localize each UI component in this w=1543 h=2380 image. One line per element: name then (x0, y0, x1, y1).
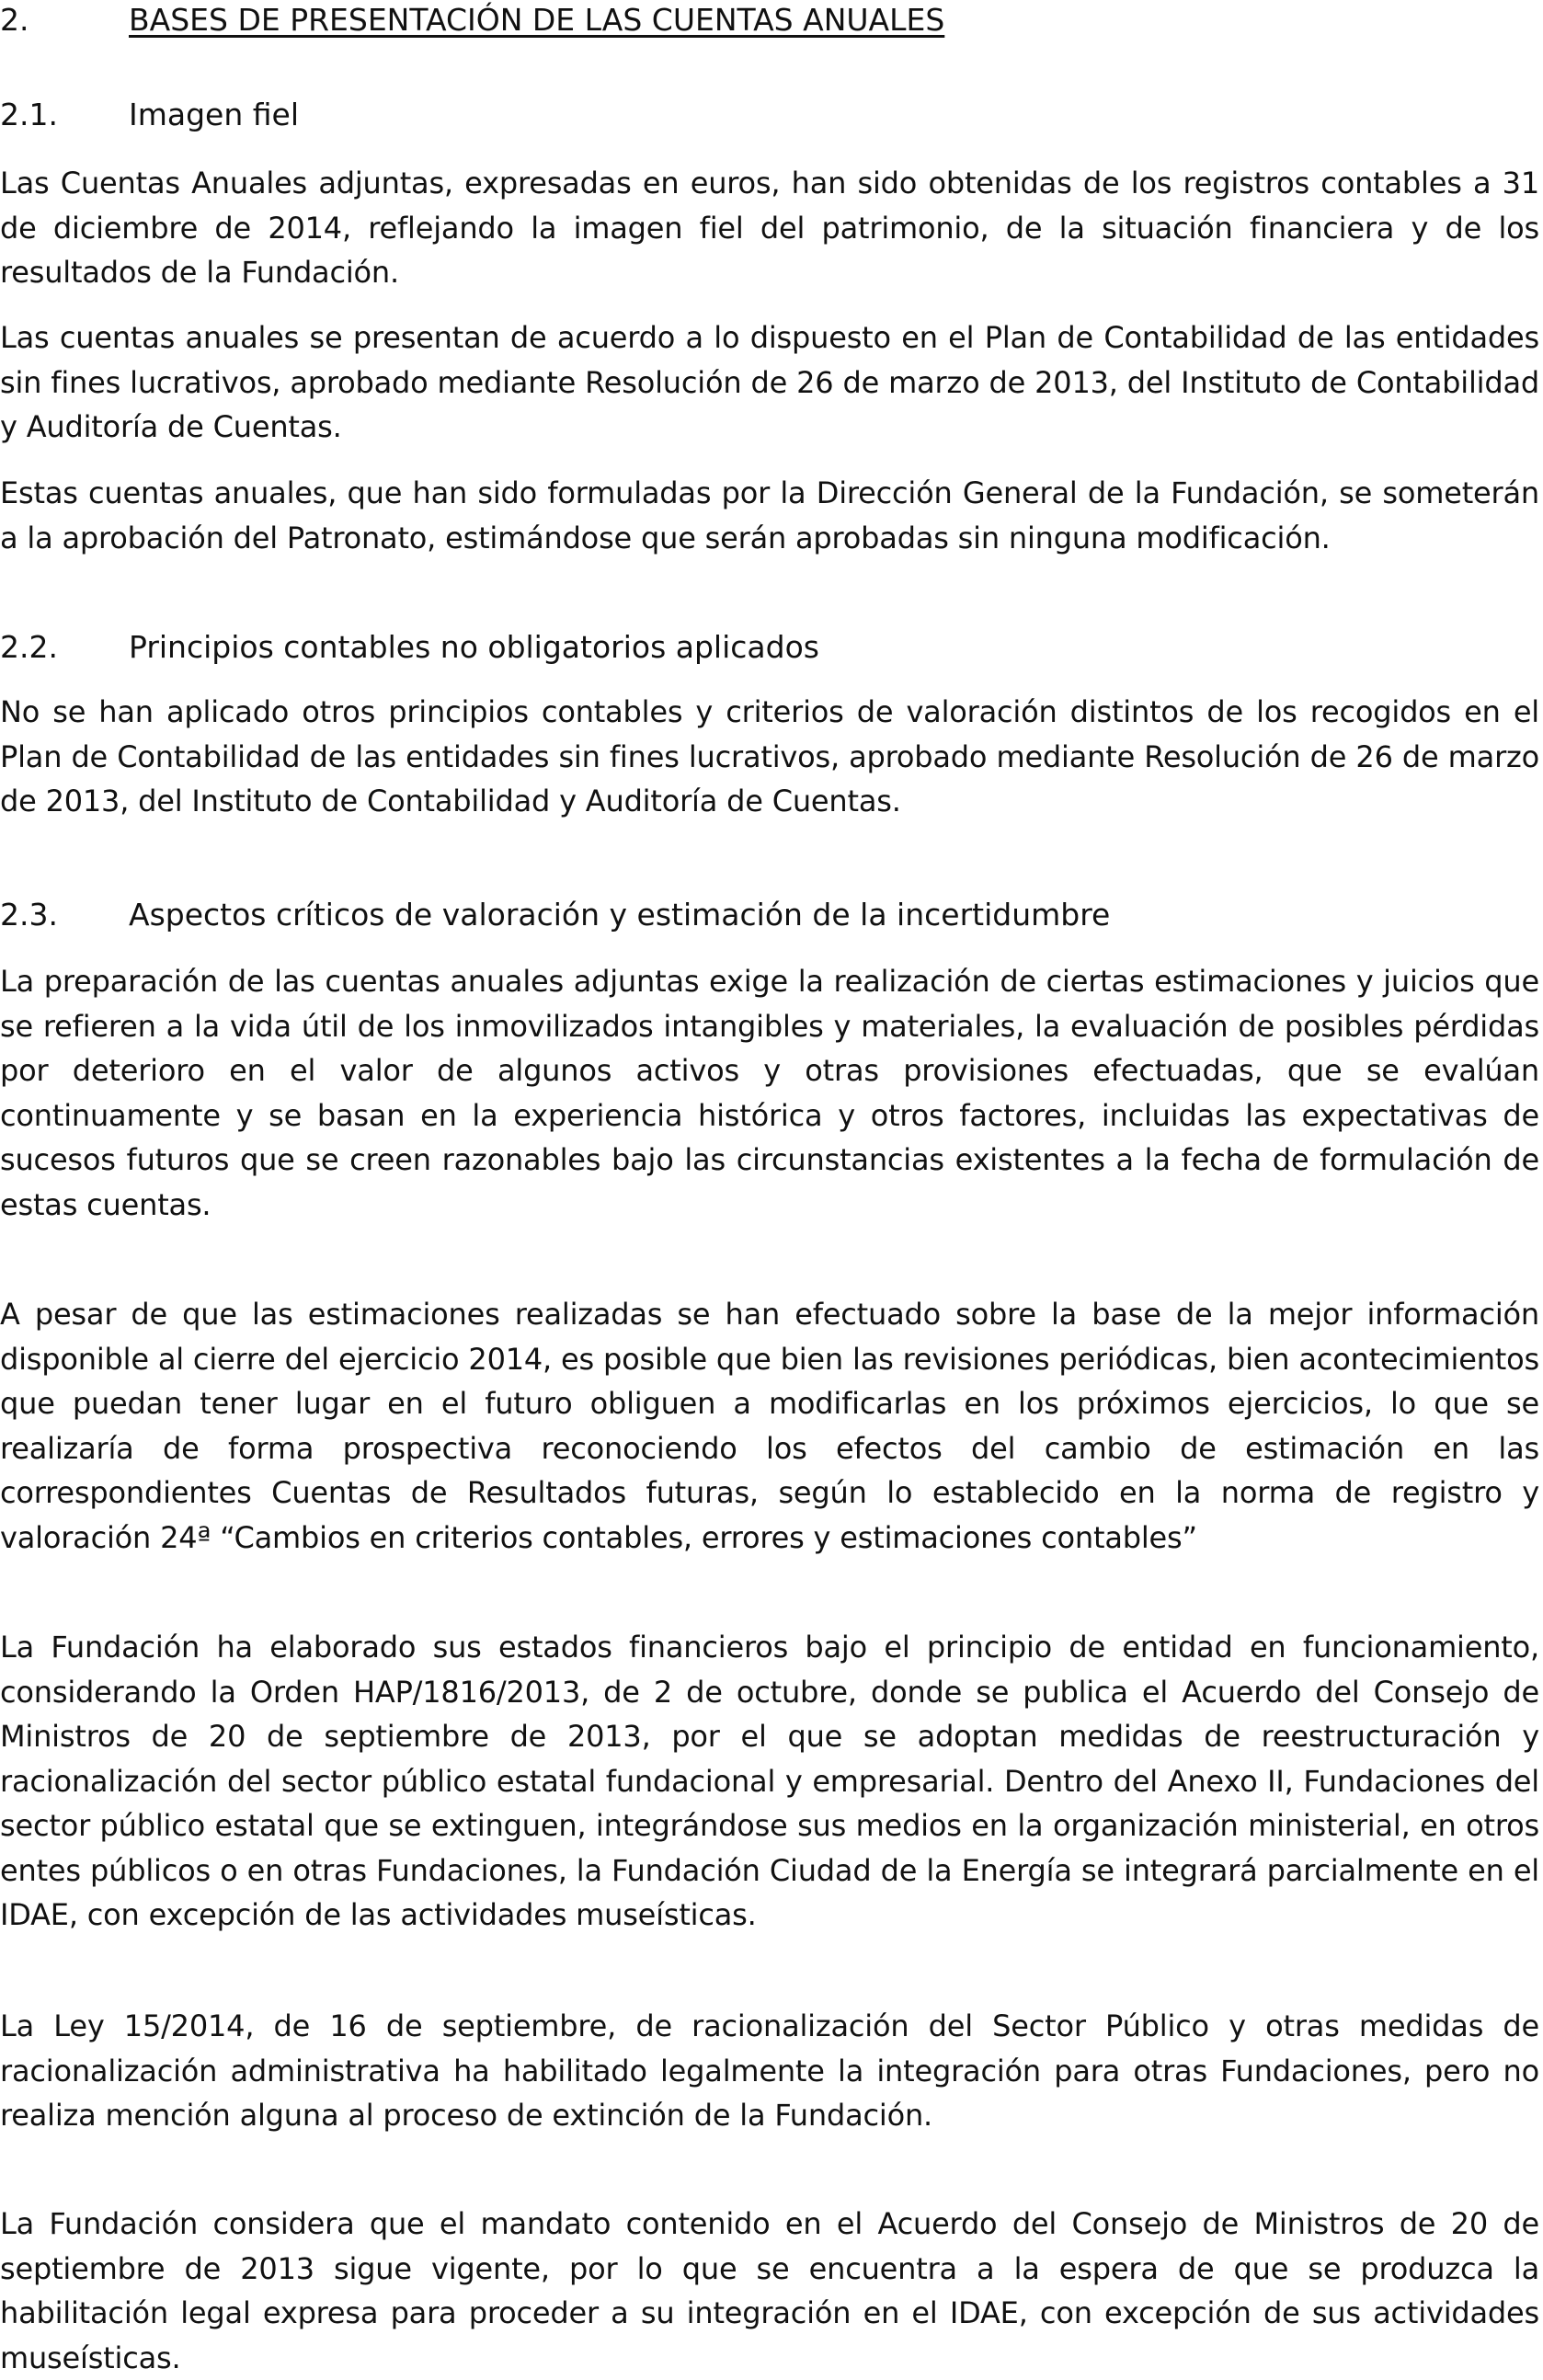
section-2-2-title: Principios contables no obligatorios aplicados (129, 629, 819, 665)
section-2-number: 2. (0, 2, 29, 38)
section-2-3-number: 2.3. (0, 897, 58, 933)
section-2-1-heading (0, 97, 299, 133)
paragraph: La Fundación considera que el mandato contenido en el Acuerdo del Consejo de Ministros de 20 de septiembre de 2013 sigue vigente, por lo que se encuentra a la espera de que se produzca la habilitación legal expresa para proceder a su integración en el IDAE, con excepción de sus actividades museísticas. (0, 2206, 1539, 2375)
paragraph: Las cuentas anuales se presentan de acuerdo a lo dispuesto en el Plan de Contabilidad de las entidades sin fines lucrativos, aprobado mediante Resolución de 26 de marzo de 2013, del Instituto de Contabilidad y Auditoría de Cuentas. (0, 320, 1539, 444)
section-2-2-number: 2.2. (0, 629, 58, 665)
section-2-2-heading (0, 629, 819, 666)
section-2-1-title: Imagen fiel (129, 97, 300, 132)
paragraph: No se han aplicado otros principios contables y criterios de valoración distintos de los recogidos en el Plan de Contabilidad de las entidades sin fines lucrativos, aprobado mediante Resolución de 26 de marzo de 2013, del Instituto de Contabilidad y Auditoría de Cuentas. (0, 694, 1539, 818)
paragraph: La Fundación ha elaborado sus estados financieros bajo el principio de entidad en funcionamiento, considerando la Orden HAP/1816/2013, de 2 de octubre, donde se publica el Acuerdo del Consejo de Ministros de 20 de septiembre de 2013, por el que se adoptan medidas de reestructuración y racionalización del sector público estatal fundacional y empresarial. Dentro del Anexo II, Fundaciones del sector público estatal que se extinguen, integrándose sus medios en la organización ministerial, en otros entes públicos o en otras Fundaciones, la Fundación Ciudad de la Energía se integrará parcialmente en el IDAE, con excepción de las actividades museísticas. (0, 1630, 1539, 1932)
section-2-title: BASES DE PRESENTACIÓN DE LAS CUENTAS ANUALES (129, 2, 945, 38)
paragraph: Estas cuentas anuales, que han sido formuladas por la Dirección General de la Fundación, se someterán a la aprobación del Patronato, estimándose que serán aprobadas sin ninguna modificación. (0, 475, 1539, 555)
section-2-1-number: 2.1. (0, 97, 58, 132)
paragraph: Las Cuentas Anuales adjuntas, expresadas en euros, han sido obtenidas de los registros contables a 31 de diciembre de 2014, reflejando la imagen fiel del patrimonio, de la situación financiera y de los resultados de la Fundación. (0, 166, 1539, 290)
section-2-3-heading (0, 897, 1110, 933)
section-2-heading (0, 2, 944, 39)
paragraph: La Ley 15/2014, de 16 de septiembre, de racionalización del Sector Público y otras medidas de racionalización administrativa ha habilitado legalmente la integración para otras Fundaciones, pero no realiza mención alguna al proceso de extinción de la Fundación. (0, 2008, 1539, 2133)
paragraph: La preparación de las cuentas anuales adjuntas exige la realización de ciertas estimaciones y juicios que se refieren a la vida útil de los inmovilizados intangibles y materiales, la evaluación de posibles pérdidas por deterioro en el valor de algunos activos y otras provisiones efectuadas, que se evalúan continuamente y se basan en la experiencia histórica y otros factores, incluidas las expectativas de sucesos futuros que se creen razonables bajo las circunstancias existentes a la fecha de formulación de estas cuentas. (0, 964, 1539, 1222)
section-2-3-title: Aspectos críticos de valoración y estimación de la incertidumbre (129, 897, 1111, 933)
paragraph: A pesar de que las estimaciones realizadas se han efectuado sobre la base de la mejor información disponible al cierre del ejercicio 2014, es posible que bien las revisiones periódicas, bien acontecimientos que puedan tener lugar en el futuro obliguen a modificarlas en los próximos ejercicios, lo que se realizaría de forma prospectiva reconociendo los efectos del cambio de estimación en las correspondientes Cuentas de Resultados futuras, según lo establecido en la norma de registro y valoración 24ª “Cambios en criterios contables, errores y estimaciones contables” (0, 1297, 1539, 1555)
